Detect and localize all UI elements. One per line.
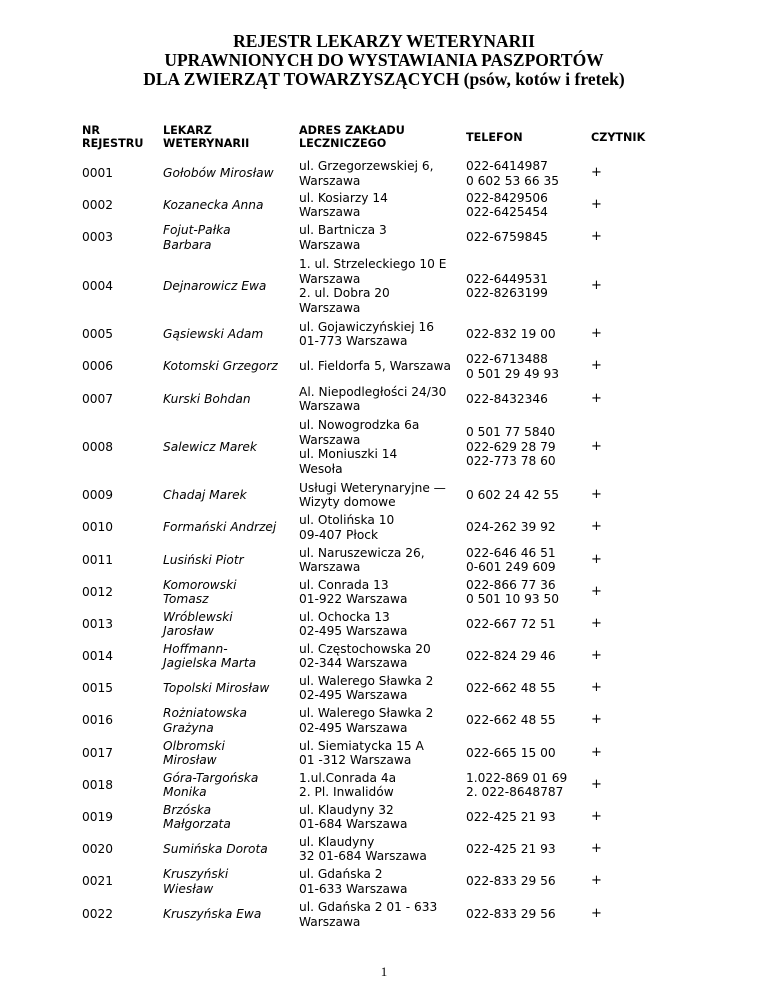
row-address: ul. Walerego Sławka 2 02-495 Warszawa xyxy=(299,706,434,735)
row-doctor: Kozanecka Anna xyxy=(163,197,264,212)
row-address: ul. Walerego Sławka 2 02-495 Warszawa xyxy=(299,673,434,702)
row-doctor: Gołobów Mirosław xyxy=(163,166,274,181)
row-doctor: Chadaj Marek xyxy=(163,487,247,502)
table-row xyxy=(78,801,667,833)
row-address: ul. Fieldorfa 5, Warszawa xyxy=(299,359,451,374)
row-nr: 0010 xyxy=(82,520,114,535)
row-reader: + xyxy=(591,906,602,922)
row-reader: + xyxy=(591,165,602,181)
row-address: ul. Siemiatycka 15 A 01 -312 Warszawa xyxy=(299,738,424,767)
row-phone: 022-8432346 xyxy=(466,391,548,406)
row-nr: 0008 xyxy=(82,439,114,454)
table-row xyxy=(78,511,667,544)
header-nr: NR REJESTRU xyxy=(82,124,144,150)
row-reader: + xyxy=(591,229,602,245)
row-nr: 0017 xyxy=(82,745,114,760)
row-nr: 0003 xyxy=(82,230,114,245)
row-phone: 022-833 29 56 xyxy=(466,907,556,922)
row-reader: + xyxy=(591,486,602,502)
row-nr: 0020 xyxy=(82,841,114,856)
table-row xyxy=(78,672,667,704)
title-line-1: REJESTR LEKARZY WETERYNARII xyxy=(233,31,535,51)
row-phone: 022-662 48 55 xyxy=(466,713,556,728)
row-reader: + xyxy=(591,615,602,631)
row-doctor: Brzóska Małgorzata xyxy=(163,802,231,831)
row-address: ul. Otolińska 10 09-407 Płock xyxy=(299,513,395,542)
row-doctor: Sumińska Dorota xyxy=(163,841,268,856)
row-nr: 0013 xyxy=(82,616,114,631)
row-reader: + xyxy=(591,840,602,856)
row-reader: + xyxy=(591,390,602,406)
row-address: ul. Klaudyny 32 01-684 Warszawa xyxy=(299,834,427,863)
row-reader: + xyxy=(591,438,602,454)
table-row xyxy=(78,415,667,479)
row-phone: 022-6414987 0 602 53 66 35 xyxy=(466,159,560,188)
row-phone: 022-8429506 022-6425454 xyxy=(466,190,548,219)
table-row xyxy=(78,350,667,383)
table-row xyxy=(78,737,667,769)
row-phone: 022-6713488 0 501 29 49 93 xyxy=(466,352,560,381)
row-nr: 0014 xyxy=(82,648,114,663)
row-doctor: Kotomski Grzegorz xyxy=(163,359,278,374)
row-reader: + xyxy=(591,873,602,889)
row-nr: 0007 xyxy=(82,391,114,406)
row-doctor: Formański Andrzej xyxy=(163,520,277,535)
header-phone: TELEFON xyxy=(466,130,523,144)
table-row xyxy=(78,608,667,640)
table-row xyxy=(78,898,667,931)
table-row xyxy=(78,640,667,672)
title-line-3: DLA ZWIERZĄT TOWARZYSZĄCYCH (psów, kotów i fretek) xyxy=(143,69,625,89)
row-address: ul. Ochocka 13 02-495 Warszawa xyxy=(299,609,408,638)
table-row xyxy=(78,383,667,415)
table-row xyxy=(78,221,667,254)
row-nr: 0009 xyxy=(82,487,114,502)
row-address: ul. Kosiarzy 14 Warszawa xyxy=(299,190,388,219)
row-reader: + xyxy=(591,325,602,341)
row-reader: + xyxy=(591,679,602,695)
page-number: 1 xyxy=(380,964,388,979)
table-row xyxy=(78,833,667,865)
row-doctor: Rożniatowska Grażyna xyxy=(163,706,247,735)
row-phone: 022-833 29 56 xyxy=(466,874,556,889)
row-reader: + xyxy=(591,551,602,567)
row-doctor: Gąsiewski Adam xyxy=(163,326,264,341)
row-phone: 022-832 19 00 xyxy=(466,326,556,341)
row-address: Al. Niepodległości 24/30 Warszawa xyxy=(299,384,447,413)
row-nr: 0012 xyxy=(82,584,114,599)
row-doctor: Kruszyński Wiesław xyxy=(163,867,229,896)
row-phone: 022-6759845 xyxy=(466,230,548,245)
row-nr: 0006 xyxy=(82,359,114,374)
table-header-row xyxy=(78,116,667,158)
row-address: 1.ul.Conrada 4a 2. Pl. Inwalidów xyxy=(299,770,397,799)
row-address: 1. ul. Strzeleckiego 10 E Warszawa 2. ul. Dobra 20 Warszawa xyxy=(299,257,447,315)
table-row xyxy=(78,318,667,350)
table-row xyxy=(78,254,667,318)
table-row xyxy=(78,158,667,189)
row-address: ul. Bartnicza 3 Warszawa xyxy=(299,223,387,252)
row-nr: 0021 xyxy=(82,874,114,889)
row-nr: 0011 xyxy=(82,552,114,567)
row-reader: + xyxy=(591,712,602,728)
row-phone: 022-824 29 46 xyxy=(466,648,556,663)
row-doctor: Komorowski Tomasz xyxy=(163,577,237,606)
table-row xyxy=(78,189,667,221)
header-address: ADRES ZAKŁADU LECZNICZEGO xyxy=(299,124,405,150)
table-row xyxy=(78,704,667,737)
row-nr: 0022 xyxy=(82,907,114,922)
row-doctor: Hoffmann- Jagielska Marta xyxy=(163,641,257,670)
row-phone: 0 501 77 5840 022-629 28 79 022-773 78 60 xyxy=(466,425,556,469)
row-phone: 1.022-869 01 69 2. 022-8648787 xyxy=(466,770,568,799)
row-reader: + xyxy=(591,583,602,599)
row-address: ul. Gojawiczyńskiej 16 01-773 Warszawa xyxy=(299,319,435,348)
row-nr: 0005 xyxy=(82,326,114,341)
row-doctor: Olbromski Mirosław xyxy=(163,738,225,767)
row-nr: 0015 xyxy=(82,680,114,695)
row-address: ul. Conrada 13 01-922 Warszawa xyxy=(299,577,408,606)
table-row xyxy=(78,865,667,898)
row-doctor: Topolski Mirosław xyxy=(163,680,270,695)
registry-table xyxy=(78,116,667,931)
header-reader: CZYTNIK xyxy=(591,130,646,144)
row-doctor: Salewicz Marek xyxy=(163,439,257,454)
row-doctor: Dejnarowicz Ewa xyxy=(163,278,267,293)
row-phone: 024-262 39 92 xyxy=(466,520,556,535)
row-address: ul. Częstochowska 20 02-344 Warszawa xyxy=(299,641,431,670)
row-nr: 0002 xyxy=(82,197,114,212)
row-address: ul. Gdańska 2 01-633 Warszawa xyxy=(299,867,408,896)
title-line-2: UPRAWNIONYCH DO WYSTAWIANIA PASZPORTÓW xyxy=(164,50,604,70)
row-nr: 0001 xyxy=(82,166,114,181)
table-row xyxy=(78,769,667,801)
row-address: ul. Grzegorzewskiej 6, Warszawa xyxy=(299,159,434,188)
row-phone: 0 602 24 42 55 xyxy=(466,487,560,502)
row-reader: + xyxy=(591,519,602,535)
row-address: ul. Naruszewicza 26, Warszawa xyxy=(299,545,425,574)
row-phone: 022-662 48 55 xyxy=(466,680,556,695)
row-address: ul. Nowogrodzka 6a Warszawa ul. Moniuszki 14 Wesoła xyxy=(299,418,420,476)
table-row xyxy=(78,544,667,576)
row-doctor: Lusiński Piotr xyxy=(163,552,244,567)
row-phone: 022-866 77 36 0 501 10 93 50 xyxy=(466,577,560,606)
row-reader: + xyxy=(591,196,602,212)
row-reader: + xyxy=(591,277,602,293)
row-phone: 022-6449531 022-8263199 xyxy=(466,271,548,300)
row-phone: 022-425 21 93 xyxy=(466,841,556,856)
row-doctor: Wróblewski Jarosław xyxy=(163,609,233,638)
row-phone: 022-667 72 51 xyxy=(466,616,556,631)
row-reader: + xyxy=(591,647,602,663)
table-row xyxy=(78,576,667,608)
row-nr: 0018 xyxy=(82,777,114,792)
header-doctor: LEKARZ WETERYNARII xyxy=(163,124,250,150)
row-doctor: Góra-Targońska Monika xyxy=(163,770,259,799)
row-phone: 022-425 21 93 xyxy=(466,809,556,824)
row-reader: + xyxy=(591,776,602,792)
row-nr: 0004 xyxy=(82,278,114,293)
row-address: Usługi Weterynaryjne — Wizyty domowe xyxy=(299,480,446,509)
row-reader: + xyxy=(591,744,602,760)
row-nr: 0019 xyxy=(82,809,114,824)
table-row xyxy=(78,479,667,511)
row-phone: 022-646 46 51 0-601 249 609 xyxy=(466,545,556,574)
document-title xyxy=(0,32,768,89)
row-address: ul. Klaudyny 32 01-684 Warszawa xyxy=(299,802,408,831)
row-address: ul. Gdańska 2 01 - 633 Warszawa xyxy=(299,900,438,929)
row-doctor: Fojut-Pałka Barbara xyxy=(163,223,231,252)
row-phone: 022-665 15 00 xyxy=(466,745,556,760)
row-nr: 0016 xyxy=(82,713,114,728)
row-reader: + xyxy=(591,358,602,374)
row-doctor: Kruszyńska Ewa xyxy=(163,907,262,922)
row-reader: + xyxy=(591,808,602,824)
row-doctor: Kurski Bohdan xyxy=(163,391,251,406)
